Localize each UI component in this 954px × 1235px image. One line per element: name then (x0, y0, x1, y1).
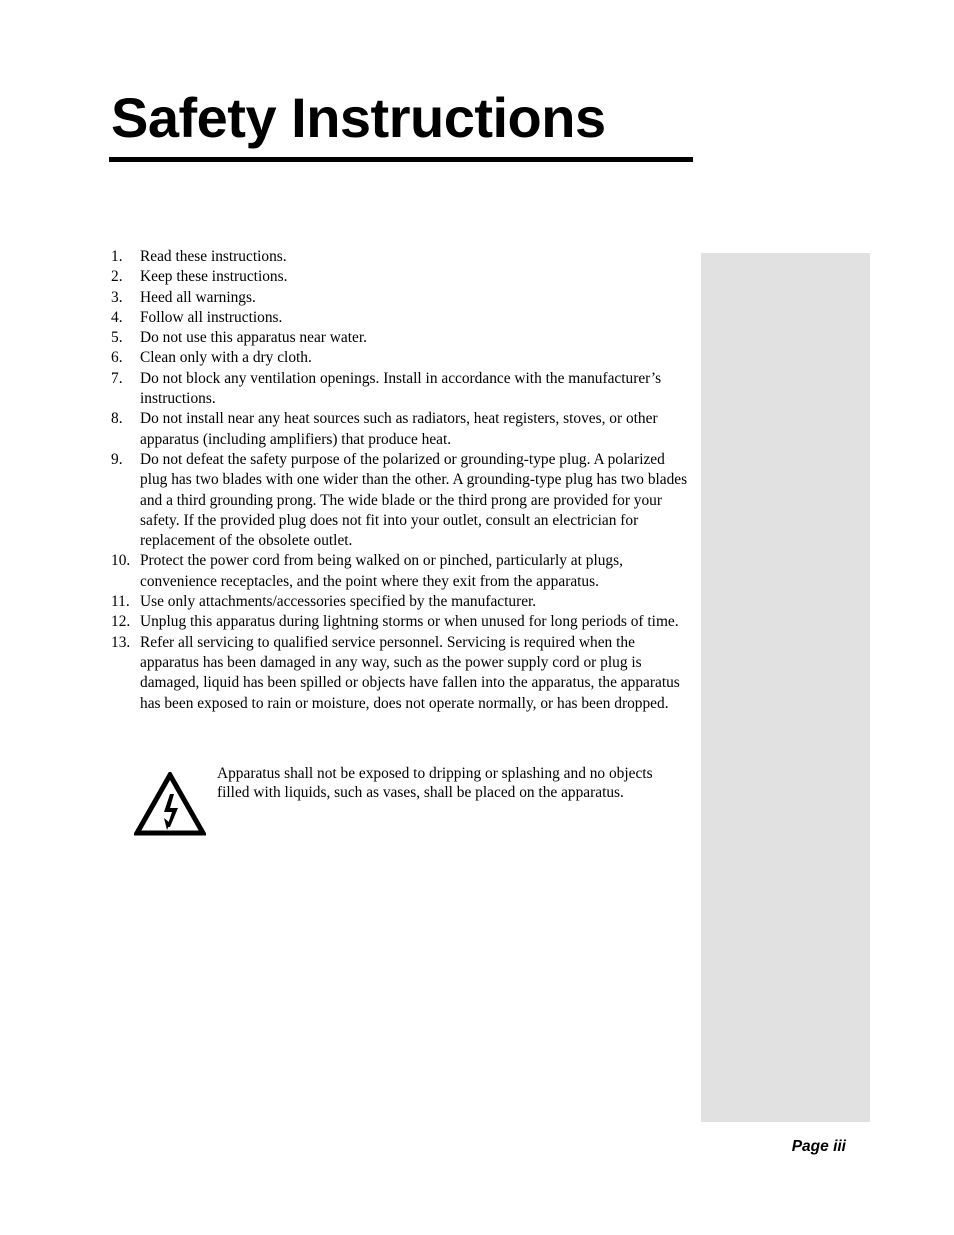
list-item (111, 308, 691, 328)
list-item (111, 369, 691, 410)
item-number: 2. (111, 268, 123, 286)
item-text: Do not install near any heat sources such as radiators, heat registers, stoves, or other apparatus (including amplifiers) that produce heat. (140, 410, 658, 448)
list-item (111, 409, 691, 450)
item-number: 4. (111, 308, 123, 326)
item-number: 8. (111, 410, 123, 428)
item-text: Clean only with a dry cloth. (140, 349, 312, 367)
list-item (111, 612, 691, 632)
list-item (111, 633, 691, 714)
list-item (111, 450, 691, 551)
page-number: Page iii (791, 1138, 846, 1155)
safety-instructions-list (111, 247, 691, 714)
item-text: Refer all servicing to qualified service personnel. Servicing is required when the apparatus has been damaged in any way, such as the power supply cord or plug is damaged, liquid has been spilled or objects have fallen into the apparatus, the apparatus has been exposed to rain or moisture, does not operate normally, or has been dropped. (140, 633, 680, 712)
item-number: 13. (111, 633, 131, 651)
list-item (111, 328, 691, 348)
item-number: 11. (111, 593, 130, 611)
item-number: 1. (111, 248, 123, 265)
item-text: Do not block any ventilation openings. Install in accordance with the manufacturer’s instructions. (140, 369, 662, 408)
electrical-hazard-icon (134, 772, 206, 836)
list-item (111, 247, 691, 267)
item-number: 10. (111, 552, 131, 570)
item-text: Protect the power cord from being walked on or pinched, particularly at plugs, convenience receptacles, and the point where they exit from the apparatus. (140, 552, 623, 590)
item-number: 12. (111, 613, 131, 631)
list-item (111, 551, 691, 592)
item-number: 6. (111, 349, 123, 367)
page-title: Safety Instructions (111, 86, 606, 149)
list-item (111, 267, 691, 287)
title-underline (109, 157, 693, 162)
item-number: 5. (111, 329, 123, 347)
item-text: Do not defeat the safety purpose of the polarized or grounding-type plug. A polarized plug has two blades with one wider than the other. A grounding-type plug has two blades and a third grounding prong. The wide blade or the third prong are provided for your safety. If the provided plug does not fit into your outlet, consult an electrician for replacement of the obsolete outlet. (140, 450, 688, 550)
item-number: 3. (111, 288, 123, 306)
item-text: Unplug this apparatus during lightning storms or when unused for long periods of time. (140, 613, 679, 631)
warning-text: Apparatus shall not be exposed to dripping or splashing and no objects filled with liquids, such as vases, shall be placed on the apparatus. (217, 765, 653, 801)
side-margin-panel (701, 253, 870, 1122)
list-item (111, 348, 691, 368)
item-text: Use only attachments/accessories specified by the manufacturer. (140, 593, 537, 611)
item-text: Heed all warnings. (140, 288, 256, 306)
item-text: Keep these instructions. (140, 268, 288, 286)
item-text: Follow all instructions. (140, 308, 283, 326)
item-text: Read these instructions. (140, 248, 287, 265)
list-item (111, 288, 691, 308)
liquid-warning-notice (134, 764, 694, 836)
item-number: 9. (111, 450, 123, 468)
item-number: 7. (111, 369, 123, 387)
item-text: Do not use this apparatus near water. (140, 329, 367, 347)
list-item (111, 592, 691, 612)
